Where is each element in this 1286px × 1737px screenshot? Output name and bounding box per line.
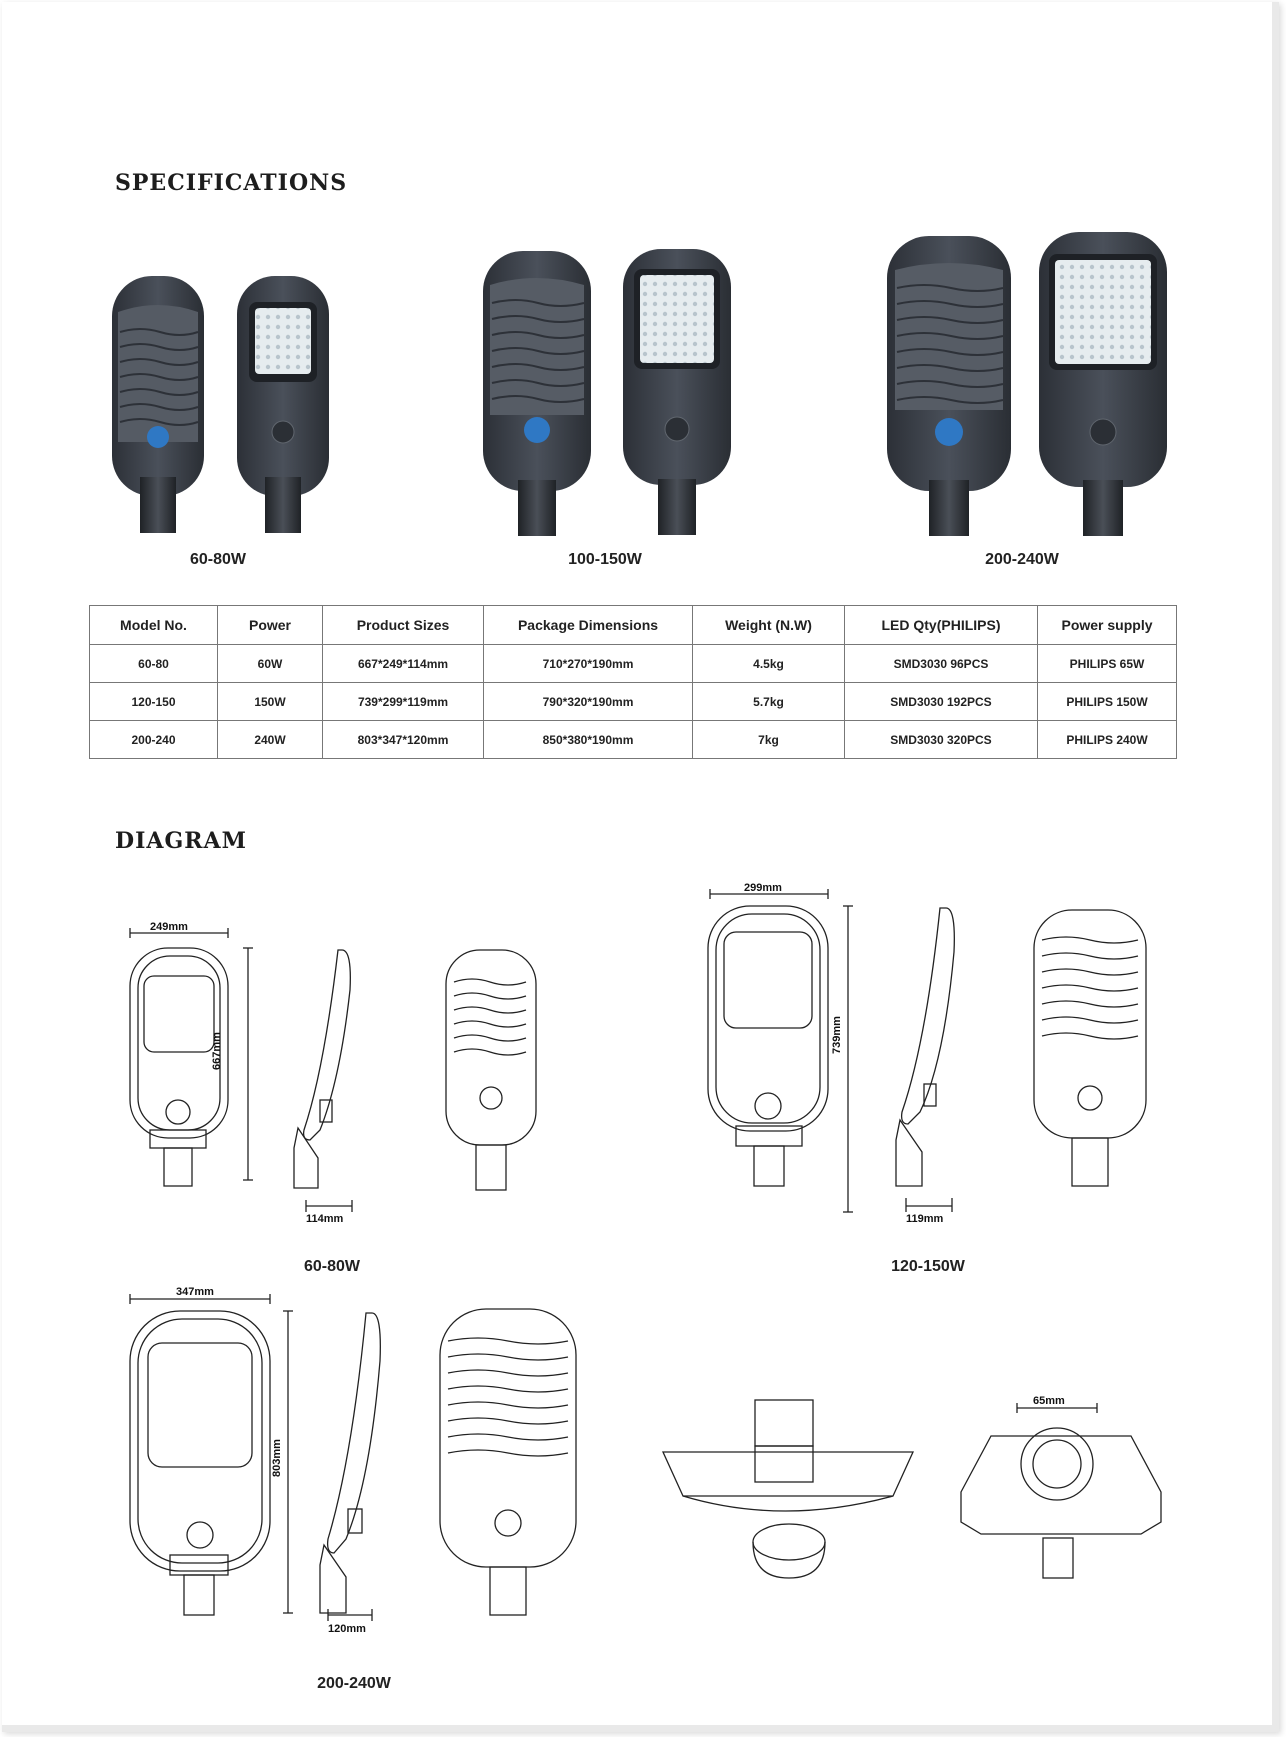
lamp-front-60-80w (237, 276, 329, 533)
cell-power-supply: PHILIPS 65W (1038, 645, 1177, 683)
detail-bracket-view (961, 1403, 1161, 1578)
lamp-back-60-80w (112, 276, 204, 533)
lamp-front-100-150w (623, 249, 731, 535)
diagram-caption-120-150w: 120-150W (891, 1258, 965, 1275)
table-row (90, 721, 1177, 759)
dim-height-60-80w: 667mm (211, 1032, 223, 1070)
lamp-front-200-240w (1039, 232, 1167, 536)
lamp-back-100-150w (483, 251, 591, 536)
cell-model: 60-80 (90, 645, 218, 683)
caption-60-80w: 60-80W (189, 551, 247, 568)
cell-led-qty: SMD3030 320PCS (845, 721, 1038, 759)
cell-led-qty: SMD3030 96PCS (845, 645, 1038, 683)
cell-power-supply: PHILIPS 150W (1038, 683, 1177, 721)
spec-table (89, 605, 1177, 759)
sensor-icon (147, 426, 169, 448)
photo-200-240w (885, 230, 1175, 538)
cell-product-size: 739*299*119mm (323, 683, 484, 721)
dim-width-200-240w: 347mm (176, 1286, 214, 1298)
diagram-120-150w (700, 882, 1160, 1248)
cell-model: 120-150 (90, 683, 218, 721)
cell-product-size: 667*249*114mm (323, 645, 484, 683)
specifications-heading: SPECIFICATIONS (115, 170, 348, 196)
header-power: Power (218, 606, 323, 645)
header-product-sizes: Product Sizes (323, 606, 484, 645)
detail-views (655, 1390, 1195, 1660)
dim-depth-120-150w: 119mm (906, 1213, 944, 1225)
header-package: Package Dimensions (484, 606, 693, 645)
header-power-supply: Power supply (1038, 606, 1177, 645)
cell-weight: 5.7kg (693, 683, 845, 721)
sensor-icon (935, 418, 963, 446)
table-header-row (90, 606, 1177, 645)
header-led-qty: LED Qty(PHILIPS) (845, 606, 1038, 645)
cell-model: 200-240 (90, 721, 218, 759)
cell-weight: 7kg (693, 721, 845, 759)
table-row (90, 645, 1177, 683)
cell-power: 150W (218, 683, 323, 721)
cell-power: 240W (218, 721, 323, 759)
cell-led-qty: SMD3030 192PCS (845, 683, 1038, 721)
detail-bottom-view (663, 1400, 913, 1578)
cell-package: 790*320*190mm (484, 683, 693, 721)
diagram-heading: DIAGRAM (115, 828, 247, 854)
sensor-icon (524, 417, 550, 443)
dim-height-120-150w: 739mm (831, 1016, 843, 1054)
dim-width-60-80w: 249mm (150, 921, 188, 933)
dim-bracket: 65mm (1033, 1395, 1065, 1407)
cell-product-size: 803*347*120mm (323, 721, 484, 759)
dim-width-120-150w: 299mm (744, 882, 782, 894)
diagram-caption-60-80w: 60-80W (303, 1258, 361, 1275)
caption-100-150w: 100-150W (568, 551, 642, 568)
dim-height-200-240w: 803mm (271, 1439, 283, 1477)
cell-package: 850*380*190mm (484, 721, 693, 759)
diagram-caption-200-240w: 200-240W (317, 1675, 391, 1692)
diagram-60-80w (120, 920, 570, 1250)
cell-power: 60W (218, 645, 323, 683)
diagram-200-240w (120, 1283, 590, 1638)
cell-weight: 4.5kg (693, 645, 845, 683)
header-weight: Weight (N.W) (693, 606, 845, 645)
table-row (90, 683, 1177, 721)
photo-60-80w (108, 272, 338, 537)
caption-200-240w: 200-240W (985, 551, 1059, 568)
dim-depth-60-80w: 114mm (306, 1213, 344, 1225)
cell-power-supply: PHILIPS 240W (1038, 721, 1177, 759)
photo-100-150w (480, 245, 740, 537)
lamp-back-200-240w (887, 236, 1011, 536)
dim-depth-200-240w: 120mm (328, 1623, 366, 1635)
header-model: Model No. (90, 606, 218, 645)
cell-package: 710*270*190mm (484, 645, 693, 683)
